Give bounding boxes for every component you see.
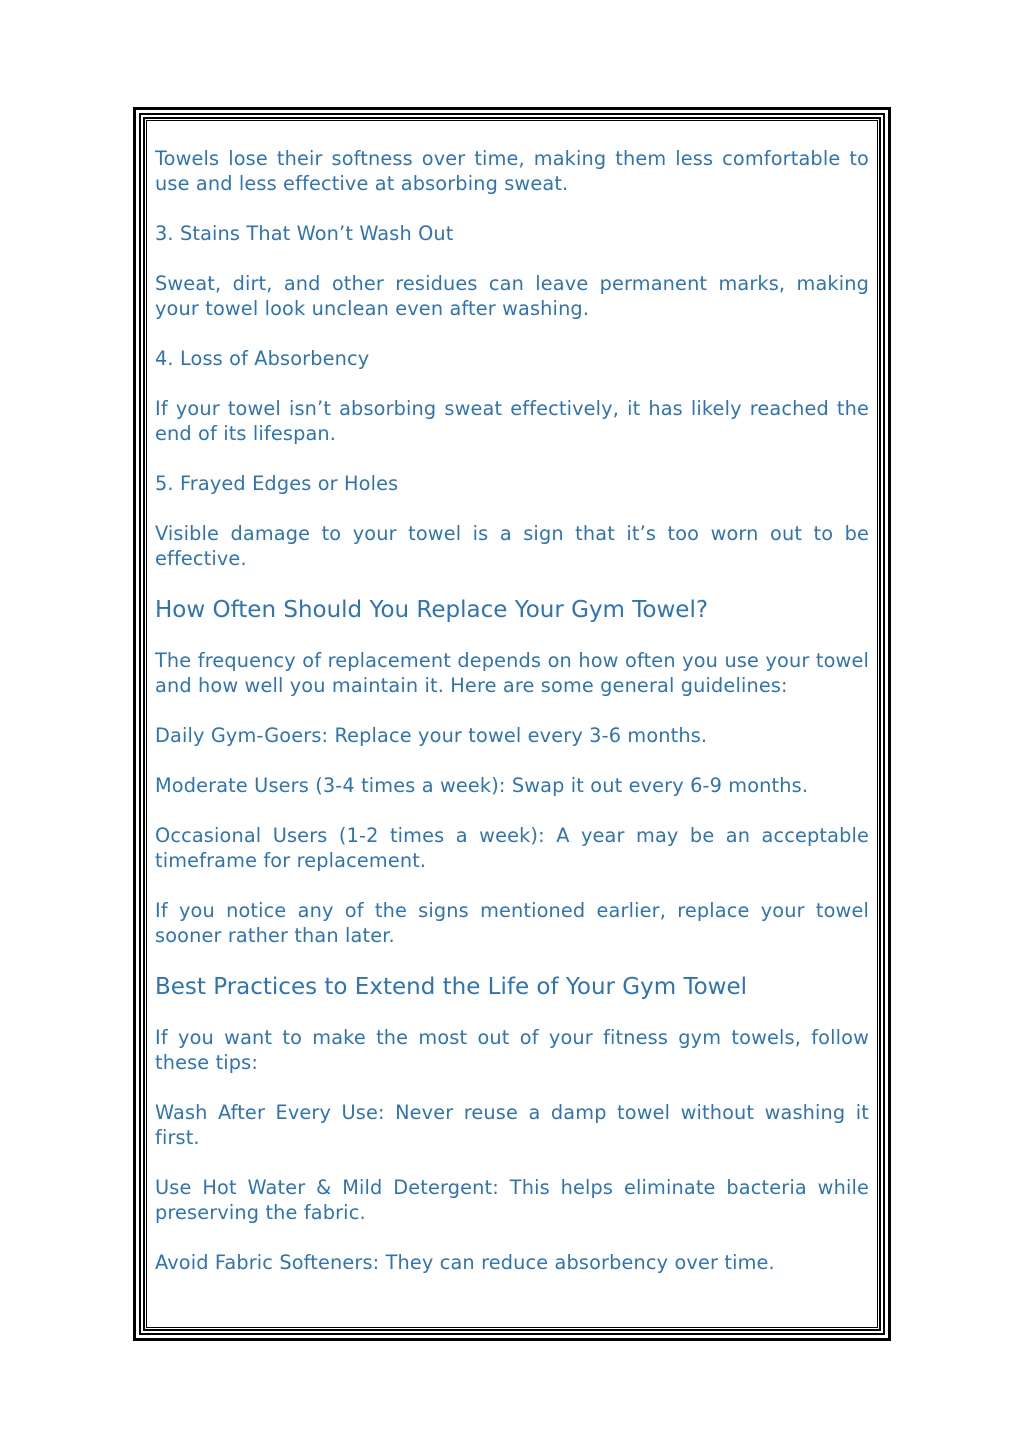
paragraph-frayed: Visible damage to your towel is a sign that it’s too worn out to be effective. [155,522,869,570]
list-heading-stains: 3. Stains That Won’t Wash Out [155,222,454,245]
tip-softeners: Avoid Fabric Softeners: They can reduce absorbency over time. [155,1251,775,1274]
paragraph-stains: Sweat, dirt, and other residues can leave permanent marks, making your towel look unclean even after washing. [155,272,869,320]
paragraph-softness: Towels lose their softness over time, making them less comfortable to use and less effective at absorbing sweat. [155,147,869,195]
paragraph-tips-intro: If you want to make the most out of your fitness gym towels, follow these tips: [155,1026,869,1074]
list-heading-frayed: 5. Frayed Edges or Holes [155,472,399,495]
paragraph-frequency: The frequency of replacement depends on how often you use your towel and how well you maintain it. Here are some general guidelines: [155,649,869,697]
section-heading-replace: How Often Should You Replace Your Gym Towel? [155,597,709,623]
tip-wash: Wash After Every Use: Never reuse a damp towel without washing it first. [155,1101,869,1149]
guideline-occasional: Occasional Users (1-2 times a week): A year may be an acceptable timeframe for replacement. [155,824,869,872]
guideline-daily: Daily Gym-Goers: Replace your towel every 3-6 months. [155,724,708,747]
section-heading-best-practices: Best Practices to Extend the Life of Your Gym Towel [155,974,748,1000]
list-heading-absorbency: 4. Loss of Absorbency [155,347,370,370]
document-body [155,146,869,1300]
guideline-moderate: Moderate Users (3-4 times a week): Swap it out every 6-9 months. [155,774,809,797]
paragraph-absorbency: If your towel isn’t absorbing sweat effectively, it has likely reached the end of its lifespan. [155,397,869,445]
tip-hot-water: Use Hot Water & Mild Detergent: This helps eliminate bacteria while preserving the fabric. [155,1176,869,1224]
paragraph-signs: If you notice any of the signs mentioned earlier, replace your towel sooner rather than later. [155,899,869,947]
